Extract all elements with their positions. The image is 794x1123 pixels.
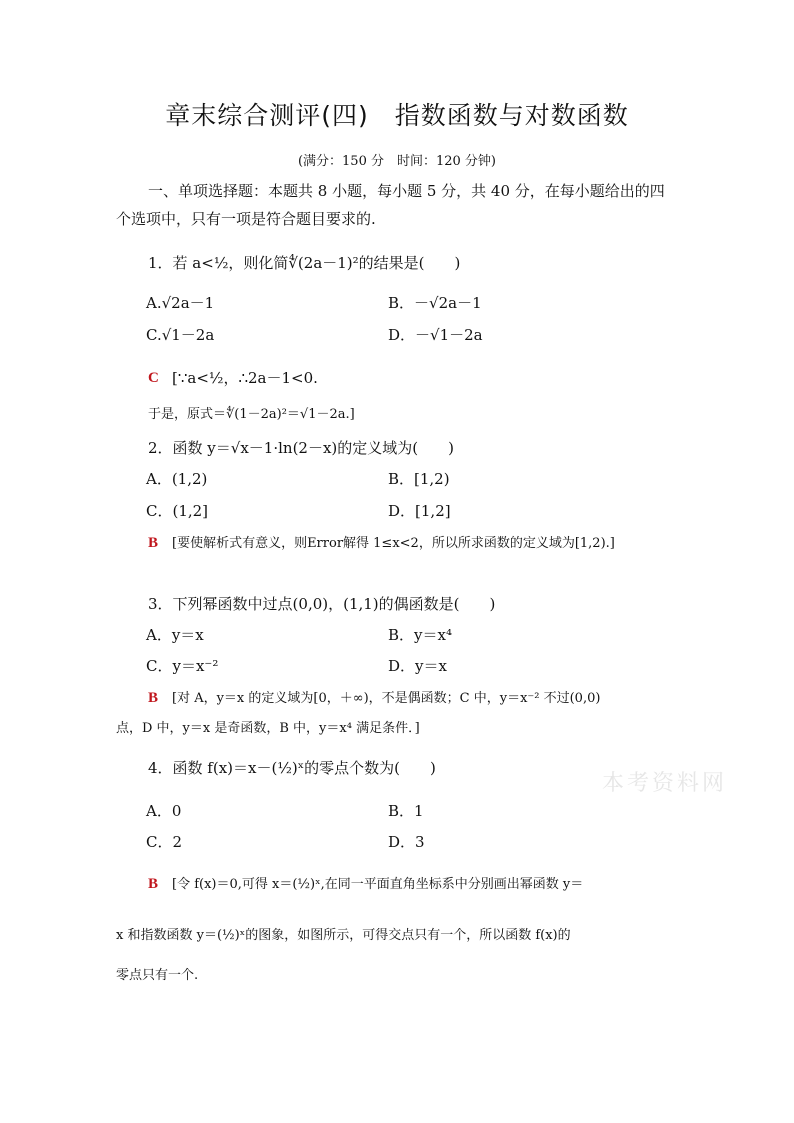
page-title: 章末综合测评(四) 指数函数与对数函数	[165, 101, 629, 130]
q1-stem: 1．若 a<½，则化简∜(2a－1)²的结果是( )	[148, 254, 461, 272]
q1-option-b: B．－√2a－1	[388, 294, 482, 312]
q3-option-a: A．y＝x	[146, 626, 204, 644]
q1-answer: C	[148, 370, 159, 386]
q3-option-c: C．y＝x⁻²	[146, 657, 219, 675]
q4-solution-line1: [令 f(x)＝0,可得 x＝(½)ˣ,在同一平面直角坐标系中分别画出幂函数 y＝	[172, 877, 584, 892]
q2-answer: B	[148, 535, 159, 551]
section-heading-line1: 一、单项选择题：本题共 8 小题，每小题 5 分，共 40 分，在每小题给出的四	[148, 182, 665, 200]
q2-option-c: C．(1,2]	[146, 502, 209, 520]
q4-option-b: B．1	[388, 802, 424, 820]
q2-option-b: B．[1,2)	[388, 470, 450, 488]
q1-solution-line1: [∵a<½，∴2a－1<0.	[172, 369, 318, 387]
q2-solution: [要使解析式有意义，则Error解得 1≤x<2，所以所求函数的定义域为[1,2).]	[172, 536, 615, 551]
q1-option-a: A.√2a－1	[146, 294, 215, 312]
q4-option-a: A．0	[146, 802, 182, 820]
q1-option-d: D．－√1－2a	[388, 326, 483, 344]
q3-option-d: D．y＝x	[388, 657, 447, 675]
q1-option-c: C.√1－2a	[146, 326, 215, 344]
watermark: 本考资料网	[602, 771, 728, 796]
section-heading-line2: 个选项中，只有一项是符合题目要求的.	[116, 210, 376, 228]
q3-solution-line1: [对 A，y＝x 的定义域为[0，＋∞)，不是偶函数；C 中，y＝x⁻² 不过(0,0)	[172, 691, 601, 706]
q4-stem: 4．函数 f(x)＝x－(½)ˣ的零点个数为( )	[148, 759, 436, 777]
q2-stem: 2．函数 y＝√x－1·ln(2－x)的定义域为( )	[148, 439, 454, 457]
q2-option-a: A．(1,2)	[146, 470, 208, 488]
q4-solution-line3: 零点只有一个.	[116, 968, 199, 983]
q2-option-d: D．[1,2]	[388, 502, 451, 520]
q3-solution-line2: 点，D 中，y＝x 是奇函数，B 中，y＝x⁴ 满足条件．]	[116, 721, 420, 736]
q3-stem: 3．下列幂函数中过点(0,0)，(1,1)的偶函数是( )	[148, 595, 496, 613]
q4-option-d: D．3	[388, 833, 425, 851]
q1-solution-line2: 于是，原式＝∜(1－2a)²＝√1－2a.]	[148, 407, 355, 422]
q3-answer: B	[148, 690, 159, 706]
exam-meta: (满分：150 分 时间：120 分钟)	[297, 154, 497, 169]
q4-answer: B	[148, 876, 159, 892]
q3-option-b: B．y＝x⁴	[388, 626, 452, 644]
q4-option-c: C．2	[146, 833, 183, 851]
q4-solution-line2: x 和指数函数 y＝(½)ˣ的图象，如图所示，可得交点只有一个，所以函数 f(x)的	[116, 928, 571, 943]
